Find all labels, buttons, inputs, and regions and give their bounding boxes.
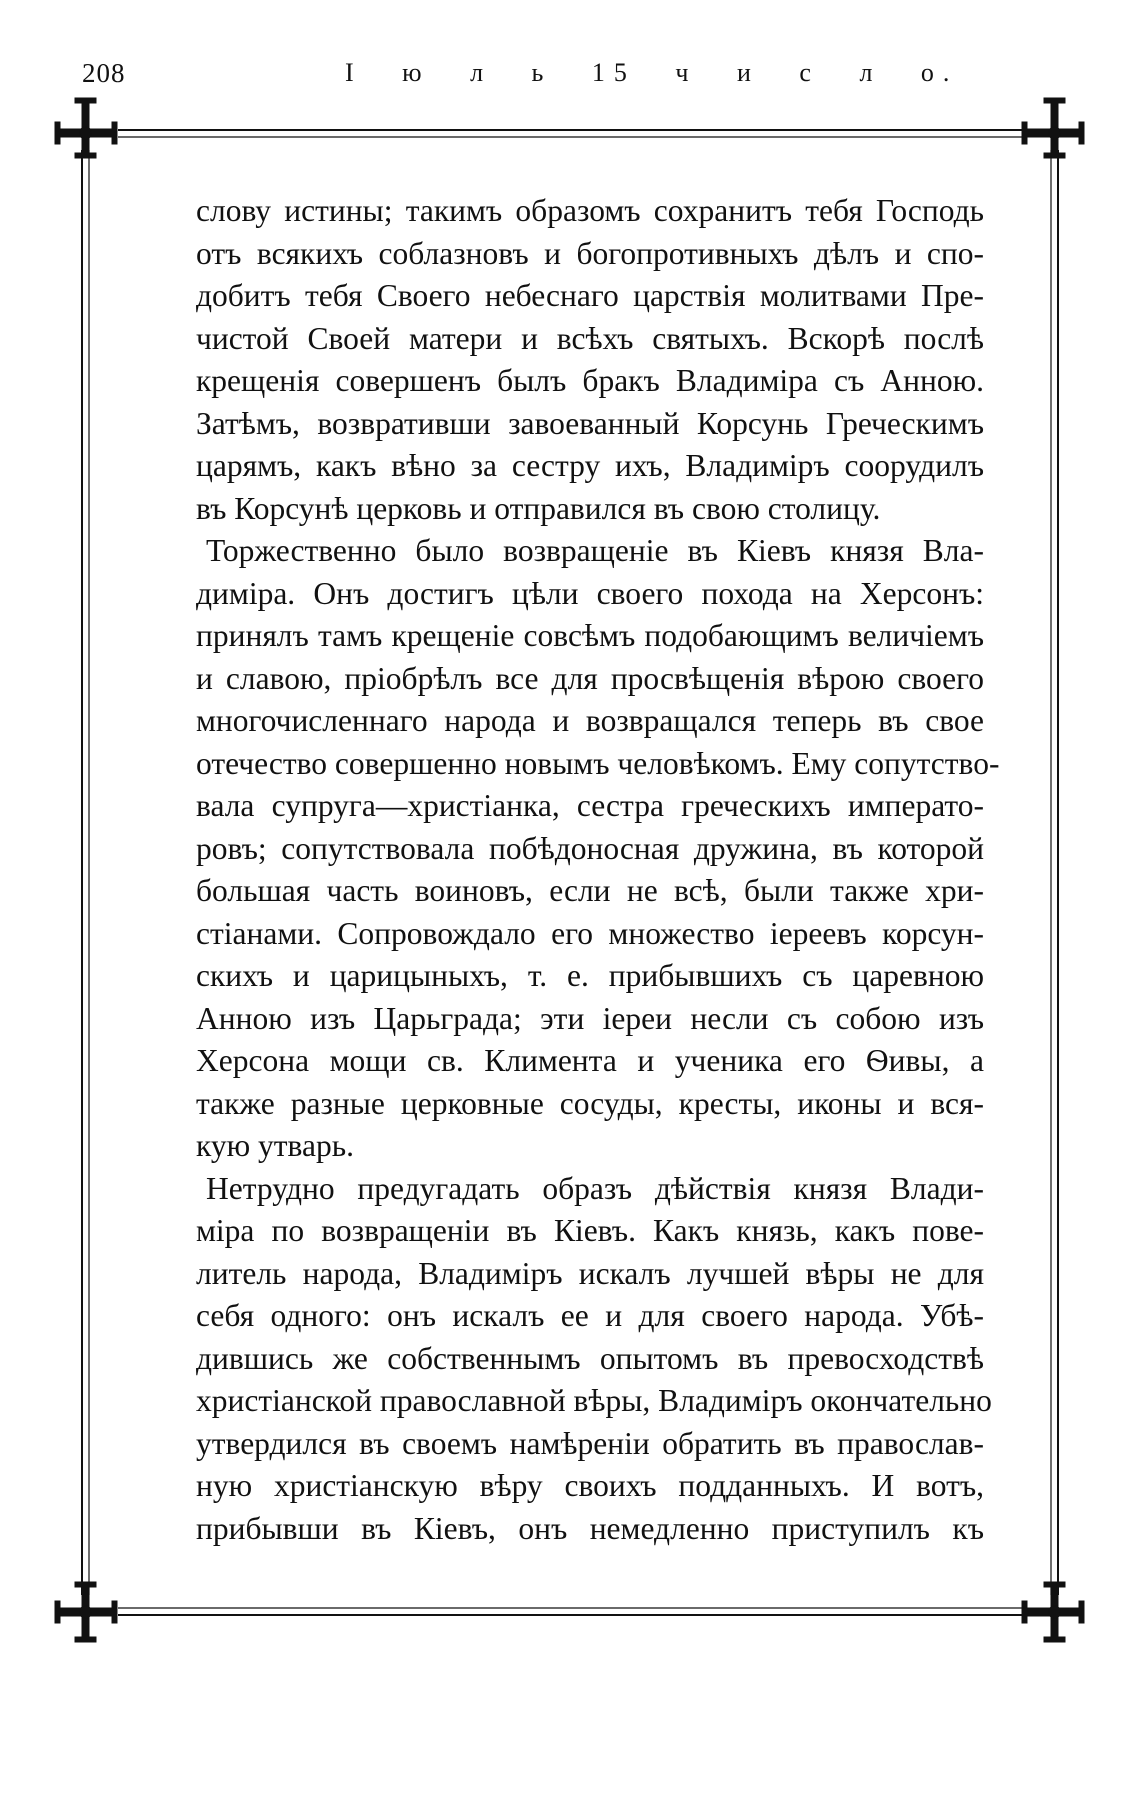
text-line: утвердился въ своемъ намѣреніи обратить въ православ- — [196, 1425, 984, 1461]
text-line: диміра. Онъ достигъ цѣли своего похода на Херсонъ: — [196, 575, 984, 611]
text-line: міра по возвращеніи въ Кіевъ. Какъ князь, какъ пове- — [196, 1213, 984, 1248]
text-line: царямъ, какъ вѣно за сестру ихъ, Владиміръ соорудилъ — [196, 448, 984, 483]
text-line: дившись же собственнымъ опытомъ въ превосходствѣ — [196, 1340, 984, 1376]
page-number: 208 — [82, 58, 126, 88]
corner-ornament-bottom-right — [1022, 1582, 1084, 1642]
text-line: ную христіанскую вѣру своихъ подданныхъ. И вотъ, — [196, 1468, 984, 1503]
text-line: кую утварь. — [196, 1128, 354, 1163]
paragraph — [196, 190, 984, 530]
text-line: въ Корсунѣ церковь и отправился въ свою столицу. — [196, 490, 881, 526]
text-line: Анною изъ Царьграда; эти іереи несли съ собою изъ — [196, 1000, 984, 1036]
text-line: отечество совершенно новымъ человѣкомъ. Ему сопутство- — [196, 745, 1000, 781]
paragraph — [196, 1168, 992, 1551]
text-line: литель народа, Владиміръ искалъ лучшей вѣры не для — [196, 1255, 984, 1291]
text-line: стіанами. Сопровождало его множество іереевъ корсун- — [196, 915, 984, 951]
text-line: христіанской православной вѣры, Владиміръ окончательно — [196, 1383, 992, 1418]
text-line: Торжественно было возвращеніе въ Кіевъ князя Вла- — [206, 533, 984, 568]
text-line: скихъ и царицыныхъ, т. е. прибывшихъ съ царевною — [196, 958, 984, 993]
text-line: большая часть воиновъ, если не всѣ, были также хри- — [196, 873, 984, 908]
text-line: и славою, пріобрѣлъ все для просвѣщенія вѣрою своего — [196, 660, 984, 696]
text-line: крещенія совершенъ былъ бракъ Владиміра съ Анною. — [196, 363, 984, 398]
text-line: Нетрудно предугадать образъ дѣйствія князя Влади- — [206, 1170, 984, 1206]
corner-ornament-top-left — [55, 98, 117, 158]
text-line: Херсона мощи св. Климента и ученика его Ѳивы, а — [196, 1043, 984, 1078]
text-line: себя одного: онъ искалъ ее и для своего народа. Убѣ- — [196, 1298, 984, 1333]
text-line: слову истины; такимъ образомъ сохранитъ тебя Господь — [196, 193, 984, 228]
text-line: принялъ тамъ крещеніе совсѣмъ подобающимъ величіемъ — [196, 618, 984, 653]
running-head: I ю л ь 15 ч и с л о. — [345, 58, 959, 87]
text-line: ровъ; сопутствовала побѣдоносная дружина, въ которой — [196, 830, 984, 866]
body-text — [196, 190, 1000, 1550]
text-line: Затѣмъ, возвративши завоеванный Корсунь Греческимъ — [196, 405, 984, 441]
text-line: добитъ тебя Своего небеснаго царствія молитвами Пре- — [196, 278, 984, 313]
paragraph — [196, 530, 1000, 1168]
corner-ornament-top-right — [1022, 98, 1084, 158]
text-line: многочисленнаго народа и возвращался теперь въ свое — [196, 703, 984, 738]
text-line: прибывши въ Кіевъ, онъ немедленно приступилъ къ — [196, 1510, 984, 1546]
text-line: чистой Своей матери и всѣхъ святыхъ. Вскорѣ послѣ — [196, 320, 984, 356]
corner-ornament-bottom-left — [55, 1582, 117, 1642]
text-line: отъ всякихъ соблазновъ и богопротивныхъ дѣлъ и спо- — [196, 235, 984, 271]
text-line: вала супруга—христіанка, сестра греческихъ императо- — [196, 788, 984, 823]
text-line: также разные церковные сосуды, кресты, иконы и вся- — [196, 1085, 984, 1121]
